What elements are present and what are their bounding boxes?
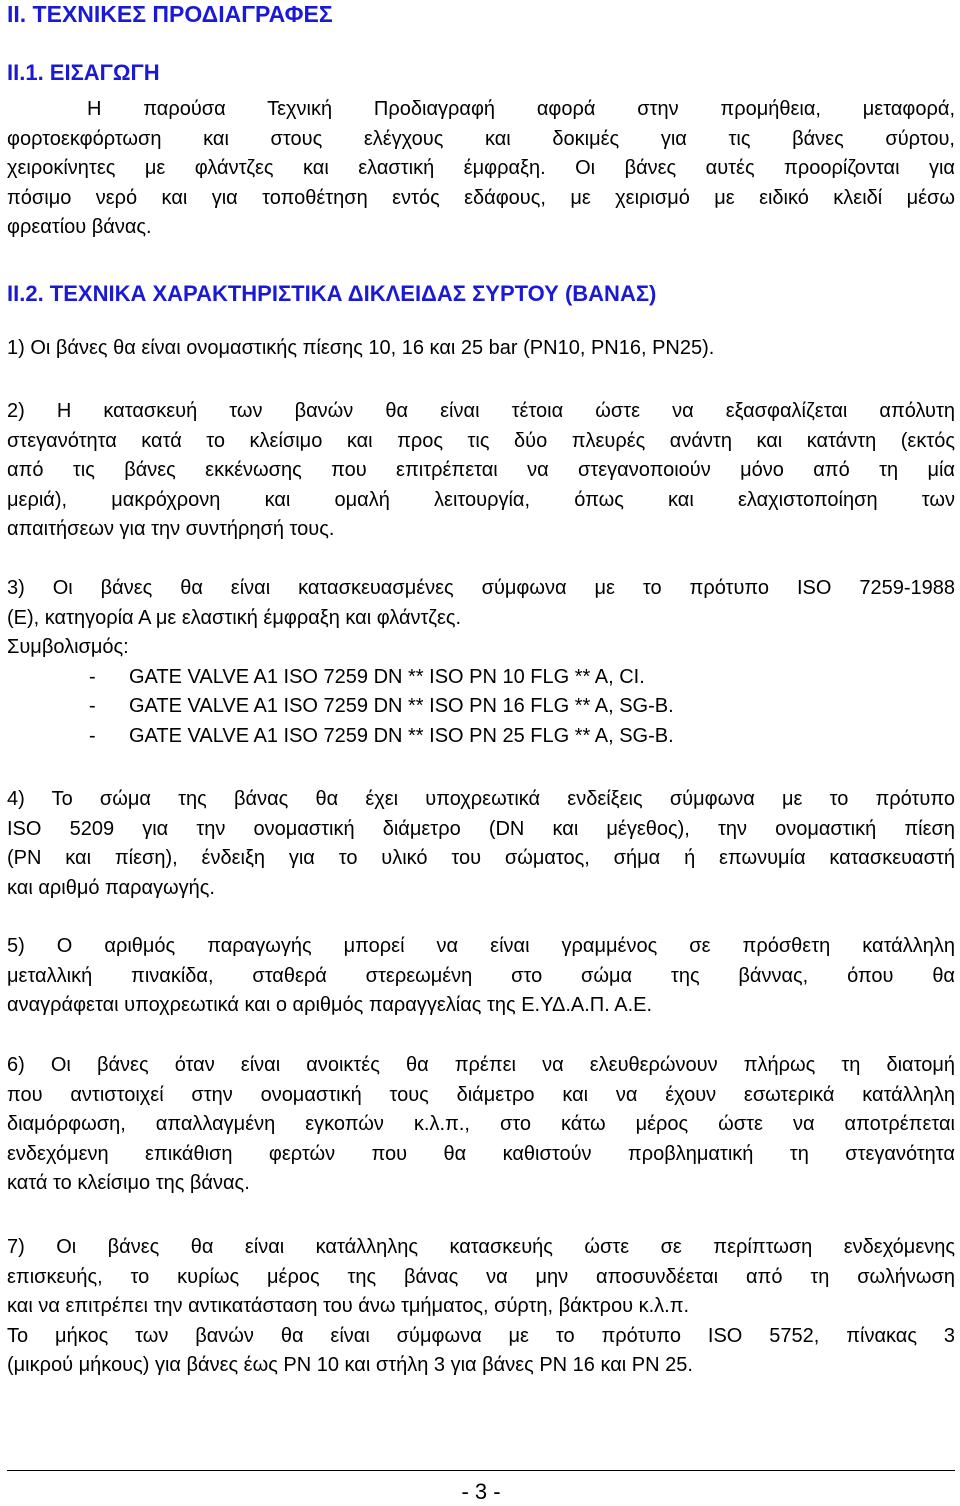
text-line: που αντιστοιχεί στην ονομαστική τους διάμετρο και να έχουν εσωτερικά κατάλληλη [7,1083,955,1106]
text-line: από τις βάνες εκκένωσης που επιτρέπεται να στεγανοποιούν μόνο από τη μία [7,459,955,482]
text-line: φορτοεκφόρτωση και στους ελέγχους και δοκιμές για τις βάνες σύρτου, [7,127,955,150]
text-line: Η παρούσα Τεχνική Προδιαγραφή αφορά στην προμήθεια, μεταφορά, [87,98,955,120]
symbol-item [7,722,955,752]
section-1-title: II.1. ΕΙΣΑΓΩΓΗ [7,60,160,85]
text-line: φρεατίου βάνας. [7,216,152,239]
text-line: και να επιτρέπει την αντικατάσταση του άνω τμήματος, σύρτη, βάκτρου κ.λ.π. [7,1295,690,1318]
section-2-title: II.2. ΤΕΧΝΙΚΑ ΧΑΡΑΚΤΗΡΙΣΤΙΚΑ ΔΙΚΛΕΙΔΑΣ ΣΥΡΤΟΥ (ΒΑΝΑΣ) [7,281,657,306]
text-line: μεταλλική πινακίδα, σταθερά στερεωμένη στο σώμα της βάννας, όπου θα [7,964,955,987]
item-6 [7,1051,955,1199]
text-line: Το μήκος των βανών θα είναι σύμφωνα με το πρότυπο ISO 5752, πίνακας 3 [7,1324,955,1347]
dash-marker: - [89,724,96,747]
text-line: και αριθμό παραγωγής. [7,876,215,899]
page-number: - 3 - [461,1479,501,1504]
text-line: κατά το κλείσιμο της βάνας. [7,1172,250,1195]
symbol-text: GATE VALVE A1 ISO 7259 DN ** ISO PN 16 FLG ** A, SG-B. [129,695,674,718]
item-5 [7,932,955,1021]
text-line: (PN και πίεση), ένδειξη για το υλικό του σώματος, σήμα ή επωνυμία κατασκευαστή [7,847,955,870]
item-2 [7,397,955,545]
symbol-text: GATE VALVE A1 ISO 7259 DN ** ISO PN 25 FLG ** A, SG-B. [129,724,674,747]
text-line: ISO 5209 για την ονομαστική διάμετρο (DN και μέγεθος), την ονομαστική πίεση [7,817,955,840]
item-7 [7,1233,955,1381]
text-line: ενδεχόμενη επικάθιση φερτών που θα καθιστούν προβληματική τη στεγανότητα [7,1142,955,1165]
text-line: 1) Οι βάνες θα είναι ονομαστικής πίεσης 10, 16 και 25 bar (PN10, PN16, PN25). [7,337,715,359]
text-line: 2) Η κατασκευή των βανών θα είναι τέτοια ώστε να εξασφαλίζεται απόλυτη [7,400,955,422]
text-line: 4) Το σώμα της βάνας θα έχει υποχρεωτικά ενδείξεις σύμφωνα με το πρότυπο [7,788,955,810]
main-heading: II. ΤΕΧΝΙΚΕΣ ΠΡΟΔΙΑΓΡΑΦΕΣ [7,1,333,27]
text-line: (E), κατηγορία Α με ελαστική έμφραξη και φλάντζες. [7,606,462,629]
text-line: 5) Ο αριθμός παραγωγής μπορεί να είναι γραμμένος σε πρόσθετη κατάλληλη [7,935,955,957]
text-line: επισκευής, το κυρίως μέρος της βάνας να μην αποσυνδέεται από τη σωλήνωση [7,1265,955,1288]
symbolism-label: Συμβολισμός: [7,636,129,659]
footer-divider [7,1470,955,1471]
dash-marker: - [89,665,96,688]
text-line: (μικρού μήκους) για βάνες έως PN 10 και στήλη 3 για βάνες PN 16 και PN 25. [7,1354,693,1377]
dash-marker: - [89,695,96,718]
item-3 [7,574,955,752]
item-4 [7,785,955,903]
text-line: πόσιμο νερό και για τοποθέτηση εντός εδάφους, με χειρισμό με ειδικό κλειδί μέσω [7,186,955,209]
text-line: μεριά), μακρόχρονη και ομαλή λειτουργία, όπως και ελαχιστοποίηση των [7,488,955,511]
text-line: αναγράφεται υποχρεωτικά και ο αριθμός παραγγελίας της Ε.ΥΔ.Α.Π. Α.Ε. [7,994,653,1017]
text-line: χειροκίνητες με φλάντζες και ελαστική έμφραξη. Οι βάνες αυτές προορίζονται για [7,157,955,180]
text-line: απαιτήσεων για την συντήρησή τους. [7,518,335,541]
intro-paragraph [7,95,955,243]
text-line: 7) Οι βάνες θα είναι κατάλληλης κατασκευής ώστε σε περίπτωση ενδεχόμενης [7,1236,955,1258]
text-line: 6) Οι βάνες όταν είναι ανοικτές θα πρέπει να ελευθερώνουν πλήρως τη διατομή [7,1054,955,1076]
symbol-item [7,692,955,722]
text-line: 3) Οι βάνες θα είναι κατασκευασμένες σύμφωνα με το πρότυπο ISO 7259-1988 [7,577,955,599]
item-1 [7,334,955,364]
symbol-item [7,663,955,693]
text-line: στεγανότητα κατά το κλείσιμο και προς τις δύο πλευρές ανάντη και κατάντη (εκτός [7,429,955,452]
text-line: διαμόρφωση, απαλλαγμένη εγκοπών κ.λ.π., στο κάτω μέρος ώστε να αποτρέπεται [7,1113,955,1136]
symbol-text: GATE VALVE A1 ISO 7259 DN ** ISO PN 10 FLG ** A, CI. [129,665,645,688]
